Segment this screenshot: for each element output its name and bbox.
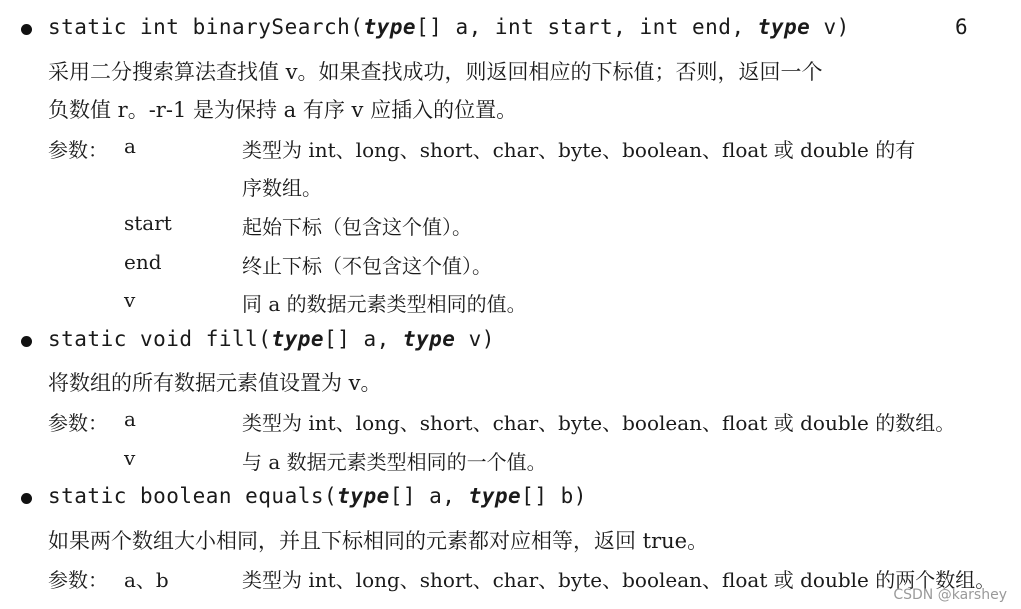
description-line: 负数值 r。-r-1 是为保持 a 有序 v 应插入的位置。 — [48, 98, 518, 122]
bullet-icon — [21, 336, 32, 347]
sig-suffix: v) — [455, 327, 495, 351]
sig-prefix: static boolean equals( — [48, 484, 338, 508]
param-name: v — [124, 288, 136, 312]
param-name: a — [124, 134, 136, 158]
sig-type: type — [271, 327, 325, 351]
description-line: 如果两个数组大小相同，并且下标相同的元素都对应相等，返回 true。 — [48, 529, 709, 553]
sig-mid: [] a, — [324, 327, 403, 351]
method-signature — [48, 484, 587, 508]
param-desc: 类型为 int、long、short、char、byte、boolean、float 或 double 的有 — [242, 138, 916, 162]
sig-type: type — [757, 15, 811, 39]
param-name: a、b — [124, 568, 169, 592]
params-label: 参数： — [48, 568, 108, 592]
sig-type: type — [402, 327, 456, 351]
sig-type: type — [363, 15, 417, 39]
page-number: 6 — [955, 15, 969, 39]
sig-suffix: [] b) — [521, 484, 587, 508]
param-desc-cont: 序数组。 — [242, 176, 322, 200]
param-desc: 同 a 的数据元素类型相同的值。 — [242, 292, 527, 316]
method-signature — [48, 15, 850, 39]
param-name: v — [124, 446, 136, 470]
bullet-icon — [21, 493, 32, 504]
description-line: 将数组的所有数据元素值设置为 v。 — [48, 371, 382, 395]
param-desc: 终止下标（不包含这个值）。 — [242, 254, 492, 278]
sig-type: type — [468, 484, 522, 508]
sig-prefix: static void fill( — [48, 327, 272, 351]
sig-prefix: static int binarySearch( — [48, 15, 364, 39]
param-desc: 与 a 数据元素类型相同的一个值。 — [242, 450, 547, 474]
sig-type: type — [337, 484, 390, 508]
bullet-icon — [21, 24, 32, 35]
param-desc: 起始下标（包含这个值）。 — [242, 215, 472, 239]
param-desc: 类型为 int、long、short、char、byte、boolean、float 或 double 的数组。 — [242, 411, 956, 435]
watermark: CSDN @karshey — [893, 587, 1007, 603]
param-name: start — [124, 211, 172, 235]
param-name: end — [124, 250, 162, 274]
params-label: 参数： — [48, 138, 108, 162]
sig-mid: [] a, — [389, 484, 469, 508]
params-label: 参数： — [48, 411, 108, 435]
param-name: a — [124, 407, 136, 431]
param-desc: 类型为 int、long、short、char、byte、boolean、float 或 double 的两个数组。 — [242, 568, 996, 592]
description-line: 采用二分搜索算法查找值 v。如果查找成功，则返回相应的下标值；否则，返回一个 — [48, 60, 823, 84]
sig-suffix: v) — [810, 15, 850, 39]
sig-mid: [] a, int start, int end, — [416, 15, 758, 39]
method-signature — [48, 327, 495, 351]
